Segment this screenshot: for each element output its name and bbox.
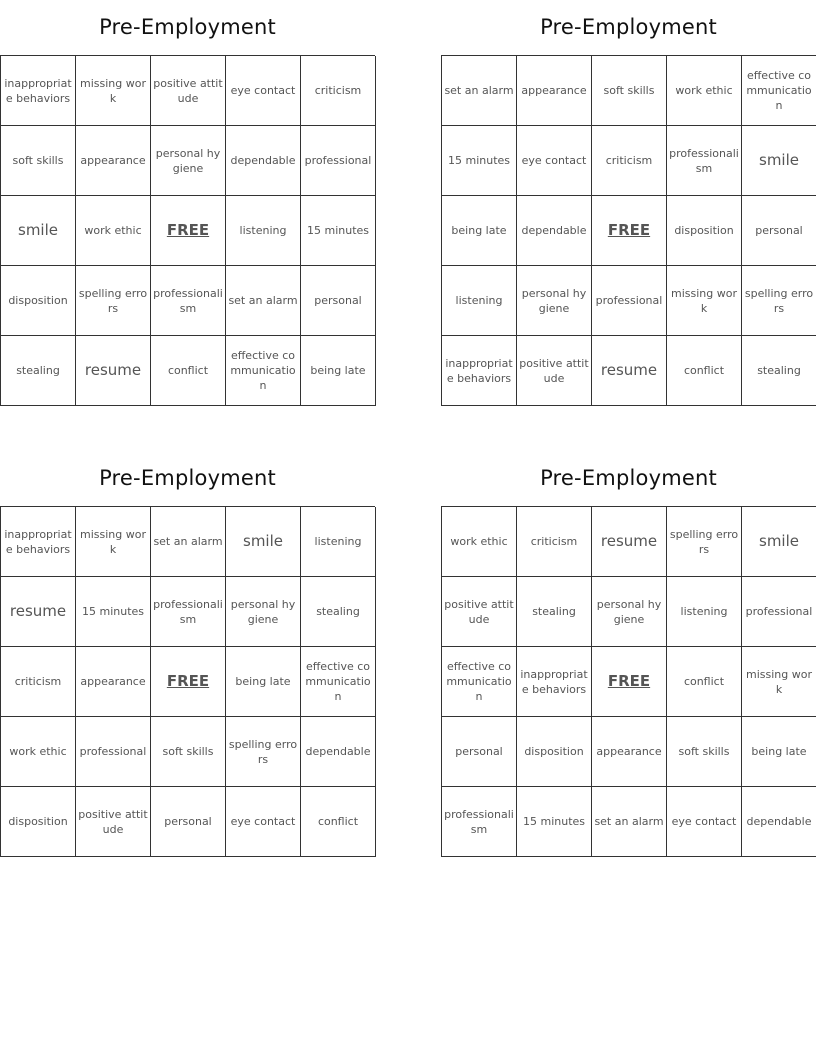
bingo-cell: missing work [667,266,742,336]
bingo-cell: professionalism [151,577,226,647]
bingo-cell: eye contact [667,787,742,857]
bingo-cell: being late [226,647,301,717]
bingo-cell: dependable [301,717,376,787]
free-space-cell: FREE [592,196,667,266]
free-space-cell: FREE [151,647,226,717]
bingo-cell: inappropriate behaviors [442,336,517,406]
bingo-cell: appearance [76,126,151,196]
bingo-cell: smile [742,507,816,577]
bingo-cell: professionalism [151,266,226,336]
bingo-cell: inappropriate behaviors [517,647,592,717]
bingo-cell: conflict [667,336,742,406]
bingo-cell: positive attitude [76,787,151,857]
bingo-card-4 [441,451,816,857]
bingo-cell: personal hygiene [517,266,592,336]
bingo-cell: 15 minutes [517,787,592,857]
bingo-cell: criticism [592,126,667,196]
bingo-cell: work ethic [76,196,151,266]
card-title: Pre-Employment [99,466,276,490]
bingo-cell: spelling errors [742,266,816,336]
bingo-cell: 15 minutes [301,196,376,266]
bingo-card-1 [0,0,375,406]
bingo-cell: set an alarm [442,56,517,126]
bingo-cell: personal [442,717,517,787]
bingo-cell: spelling errors [76,266,151,336]
card-title: Pre-Employment [99,15,276,39]
bingo-cell: dependable [226,126,301,196]
bingo-cell: missing work [742,647,816,717]
bingo-cell: disposition [667,196,742,266]
bingo-cell: appearance [592,717,667,787]
bingo-cell: eye contact [517,126,592,196]
bingo-cell: resume [1,577,76,647]
bingo-cell: work ethic [667,56,742,126]
bingo-cell: missing work [76,507,151,577]
bingo-cell: set an alarm [151,507,226,577]
bingo-cell: eye contact [226,56,301,126]
bingo-grid [441,55,816,406]
bingo-cell: appearance [76,647,151,717]
bingo-cell: professional [592,266,667,336]
bingo-cell: listening [226,196,301,266]
bingo-cell: 15 minutes [442,126,517,196]
bingo-cell: personal hygiene [592,577,667,647]
free-space-cell: FREE [592,647,667,717]
bingo-cell: professionalism [442,787,517,857]
bingo-cell: stealing [1,336,76,406]
bingo-cell: positive attitude [442,577,517,647]
bingo-cell: personal [742,196,816,266]
bingo-cell: 15 minutes [76,577,151,647]
bingo-cell: criticism [301,56,376,126]
bingo-cell: disposition [1,266,76,336]
bingo-cell: professional [301,126,376,196]
bingo-cell: being late [301,336,376,406]
bingo-cell: positive attitude [517,336,592,406]
bingo-cell: work ethic [1,717,76,787]
bingo-cell: stealing [517,577,592,647]
bingo-cell: appearance [517,56,592,126]
bingo-cell: criticism [1,647,76,717]
free-space-cell: FREE [151,196,226,266]
bingo-cell: effective communication [742,56,816,126]
bingo-cell: set an alarm [226,266,301,336]
bingo-cell: stealing [301,577,376,647]
bingo-cell: professional [76,717,151,787]
bingo-cell: set an alarm [592,787,667,857]
bingo-cell: stealing [742,336,816,406]
bingo-cell: personal [151,787,226,857]
bingo-cell: personal hygiene [151,126,226,196]
card-title: Pre-Employment [540,466,717,490]
bingo-cell: positive attitude [151,56,226,126]
bingo-cell: dependable [742,787,816,857]
bingo-cell: soft skills [1,126,76,196]
bingo-cell: professionalism [667,126,742,196]
bingo-cell: effective communication [301,647,376,717]
bingo-cell: spelling errors [226,717,301,787]
bingo-cell: soft skills [667,717,742,787]
bingo-cell: disposition [1,787,76,857]
bingo-cell: resume [592,336,667,406]
bingo-cell: effective communication [226,336,301,406]
bingo-cell: disposition [517,717,592,787]
bingo-cell: soft skills [592,56,667,126]
bingo-cell: eye contact [226,787,301,857]
bingo-cell: inappropriate behaviors [1,56,76,126]
bingo-cell: personal [301,266,376,336]
bingo-cell: conflict [151,336,226,406]
bingo-cell: soft skills [151,717,226,787]
bingo-cell: conflict [667,647,742,717]
bingo-cell: listening [667,577,742,647]
bingo-cell: smile [1,196,76,266]
bingo-cell: resume [592,507,667,577]
bingo-cell: listening [442,266,517,336]
bingo-grid [0,55,375,406]
bingo-card-3 [0,451,375,857]
bingo-grid [441,506,816,857]
bingo-grid [0,506,375,857]
bingo-cell: conflict [301,787,376,857]
bingo-cell: being late [442,196,517,266]
bingo-cell: professional [742,577,816,647]
bingo-cell: being late [742,717,816,787]
bingo-cell: effective communication [442,647,517,717]
bingo-cell: inappropriate behaviors [1,507,76,577]
bingo-cell: dependable [517,196,592,266]
bingo-card-2 [441,0,816,406]
bingo-cell: missing work [76,56,151,126]
bingo-cell: personal hygiene [226,577,301,647]
bingo-cell: resume [76,336,151,406]
bingo-cell: listening [301,507,376,577]
bingo-cell: work ethic [442,507,517,577]
bingo-cell: smile [226,507,301,577]
bingo-cell: spelling errors [667,507,742,577]
bingo-cell: smile [742,126,816,196]
card-title: Pre-Employment [540,15,717,39]
bingo-cell: criticism [517,507,592,577]
